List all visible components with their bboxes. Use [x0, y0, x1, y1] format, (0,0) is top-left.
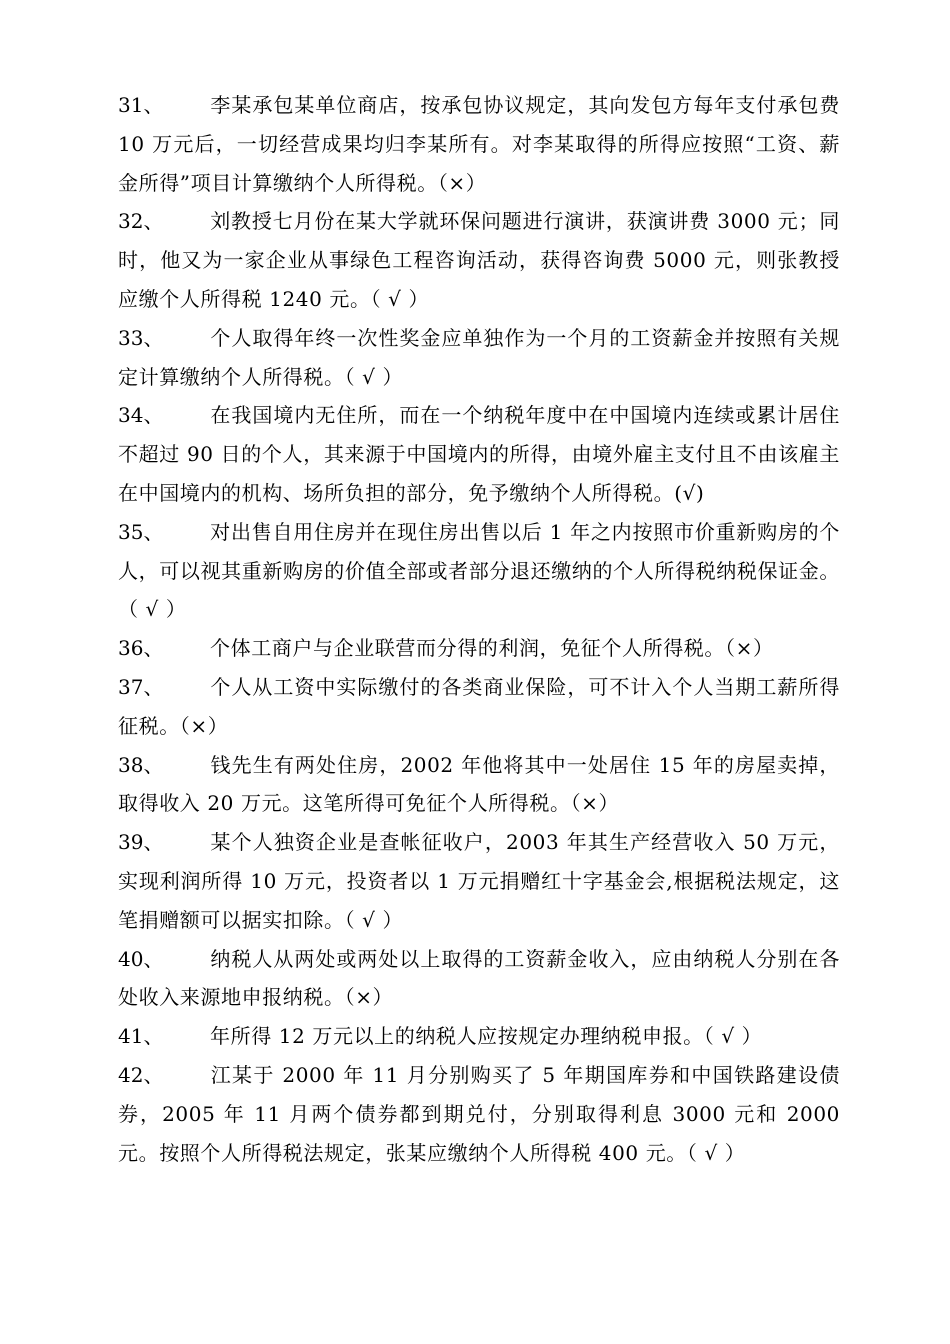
- question-33: [118, 319, 840, 397]
- question-number: 36、: [118, 636, 164, 661]
- question-37: [118, 668, 840, 746]
- question-number: 42、: [118, 1062, 164, 1087]
- question-number: 40、: [118, 946, 164, 971]
- question-text: 在我国境内无住所，而在一个纳税年度中在中国境内连续或累计居住不超过 90 日的个人，其来源于中国境内的所得，由境外雇主支付且不由该雇主在中国境内的机构、场所负担的部分，免予缴纳个人所得税。(√): [118, 403, 840, 505]
- question-number: 33、: [118, 325, 164, 350]
- question-number: 34、: [118, 403, 164, 428]
- question-number: 38、: [118, 752, 164, 777]
- question-text: 个人从工资中实际缴付的各类商业保险，可不计入个人当期工薪所得征税。（×）: [118, 674, 840, 738]
- question-number: 31、: [118, 93, 164, 117]
- question-36: [118, 629, 840, 668]
- question-text: 李某承包某单位商店，按承包协议规定，其向发包方每年支付承包费 10 万元后，一切经营成果均归李某所有。对李某取得的所得应按照“工资、薪金所得”项目计算缴纳个人所得税。（×）: [118, 93, 840, 195]
- question-42: [118, 1056, 840, 1172]
- question-number: 41、: [118, 1024, 164, 1049]
- question-text: 纳税人从两处或两处以上取得的工资薪金收入，应由纳税人分别在各处收入来源地申报纳税。（×）: [118, 946, 840, 1010]
- question-31: [118, 86, 840, 202]
- question-text: 刘教授七月份在某大学就环保问题进行演讲，获演讲费 3000 元；同时，他又为一家企业从事绿色工程咨询活动，获得咨询费 5000 元，则张教授应缴个人所得税 1240 元。（ √ ）: [118, 209, 840, 311]
- question-34: [118, 396, 840, 512]
- question-35: [118, 513, 840, 629]
- question-41: [118, 1017, 840, 1056]
- question-32: [118, 202, 840, 318]
- question-text: 个体工商户与企业联营而分得的利润，免征个人所得税。（×）: [210, 636, 774, 661]
- question-number: 37、: [118, 674, 164, 699]
- question-text: 年所得 12 万元以上的纳税人应按规定办理纳税申报。（ √ ）: [210, 1024, 763, 1049]
- question-text: 对出售自用住房并在现住房出售以后 1 年之内按照市价重新购房的个人，可以视其重新购房的价值全部或者部分退还缴纳的个人所得税纳税保证金。（ √ ）: [118, 519, 840, 622]
- question-text: 个人取得年终一次性奖金应单独作为一个月的工资薪金并按照有关规定计算缴纳个人所得税。（ √ ）: [118, 325, 840, 389]
- question-number: 39、: [118, 830, 164, 855]
- question-text: 某个人独资企业是查帐征收户，2003 年其生产经营收入 50 万元，实现利润所得 10 万元，投资者以 1 万元捐赠红十字基金会,根据税法规定，这笔捐赠额可以据实扣除。（ √ ）: [118, 830, 840, 932]
- question-number: 32、: [118, 209, 164, 234]
- document-body: [118, 86, 840, 1172]
- question-38: [118, 746, 840, 824]
- question-text: 钱先生有两处住房，2002 年他将其中一处居住 15 年的房屋卖掉，取得收入 20 万元。这笔所得可免征个人所得税。（×）: [118, 752, 840, 816]
- question-39: [118, 823, 840, 939]
- question-text: 江某于 2000 年 11 月分别购买了 5 年期国库券和中国铁路建设债券，2005 年 11 月两个债券都到期兑付，分别取得利息 3000 元和 2000 元。按照个人所得税法规定，张某应缴纳个人所得税 400 元。（ √ ）: [118, 1062, 840, 1165]
- question-40: [118, 940, 840, 1018]
- question-number: 35、: [118, 519, 164, 544]
